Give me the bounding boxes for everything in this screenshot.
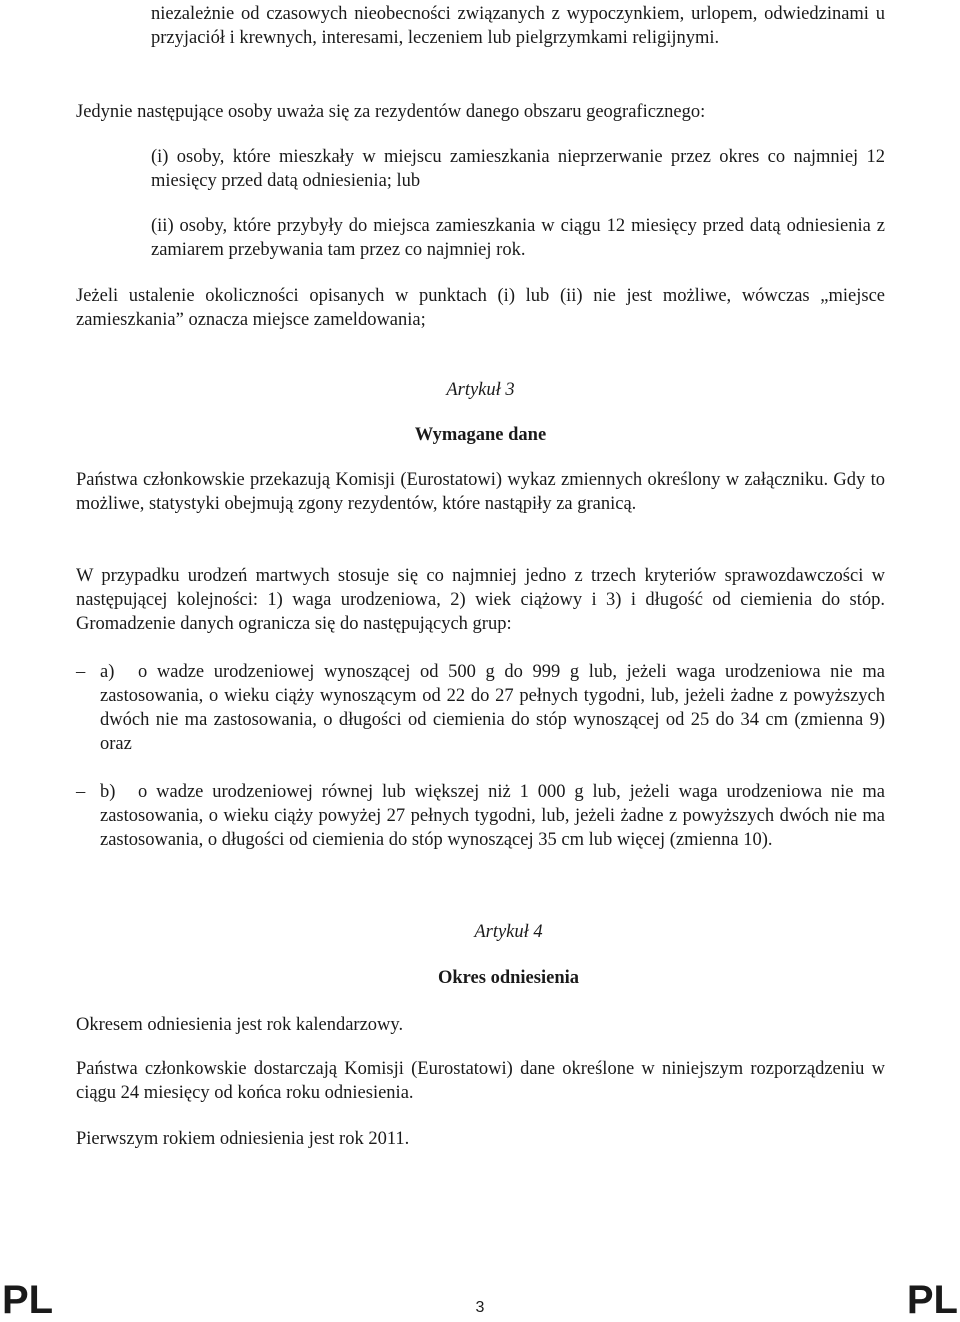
- list-dash: –: [76, 782, 86, 802]
- list-dash: –: [76, 662, 86, 682]
- article-4-paragraph-1: Okresem odniesienia jest rok kalendarzowy.: [76, 1015, 404, 1035]
- article-3-list-item-b: [76, 780, 885, 880]
- footer-page-number: 3: [475, 1299, 485, 1316]
- article-3-number: Artykuł 3: [446, 380, 515, 400]
- article-4-title: Okres odniesienia: [438, 968, 579, 988]
- residents-item-i: (i) osoby, które mieszkały w miejscu zamieszkania nieprzerwanie przez okres co najmniej 12 miesięcy przed datą odniesienia; lub: [151, 147, 885, 191]
- article-3-list-item-a: [76, 660, 885, 760]
- article-3-paragraph-2: W przypadku urodzeń martwych stosuje się co najmniej jedno z trzech kryteriów sprawozdawczości w następującej kolejności: 1) waga urodzeniowa, 2) wiek ciążowy i 3) i długość od ciemienia do stóp. Gromadzenie danych ogranicza się do następujących grup:: [76, 566, 885, 634]
- footer-language-left: PL: [2, 1278, 54, 1322]
- footer-language-right: PL: [906, 1278, 958, 1322]
- intro-continuation-paragraph: niezależnie od czasowych nieobecności związanych z wypoczynkiem, urlopem, odwiedzinami u przyjaciół i krewnych, interesami, leczeniem lub pielgrzymkami religijnymi.: [151, 4, 885, 48]
- article-4-paragraph-2: Państwa członkowskie dostarczają Komisji (Eurostatowi) dane określone w niniejszym rozporządzeniu w ciągu 24 miesięcy od końca roku odniesienia.: [76, 1059, 885, 1103]
- article-3-title: Wymagane dane: [414, 425, 547, 445]
- residents-intro-paragraph: Jedynie następujące osoby uważa się za rezydentów danego obszaru geograficznego:: [76, 102, 706, 122]
- residents-item-ii: (ii) osoby, które przybyły do miejsca zamieszkania w ciągu 12 miesięcy przed datą odniesienia z zamiarem przebywania tam przez co najmniej rok.: [151, 216, 885, 260]
- article-4-number: Artykuł 4: [474, 922, 543, 942]
- list-item-text: o wadze urodzeniowej wynoszącej od 500 g do 999 g lub, jeżeli waga urodzeniowa nie ma zastosowania, o wieku ciąży wynoszącym od 22 do 27 pełnych tygodni, lub, jeżeli żadne z powyższych dwóch nie ma zastosowania, o długości od ciemienia do stóp wynoszącej od 25 do 34 cm (zmienna 9) oraz: [100, 662, 885, 754]
- residence-fallback-paragraph: Jeżeli ustalenie okoliczności opisanych w punktach (i) lub (ii) nie jest możliwe, wówczas „miejsce zamieszkania” oznacza miejsce zameldowania;: [76, 286, 885, 330]
- list-item-letter: b): [100, 782, 116, 802]
- article-4-paragraph-3: Pierwszym rokiem odniesienia jest rok 2011.: [76, 1129, 410, 1149]
- list-item-letter: a): [100, 662, 115, 682]
- list-item-text: o wadze urodzeniowej równej lub większej niż 1 000 g lub, jeżeli waga urodzeniowa nie ma zastosowania, o wieku ciąży powyżej 27 pełnych tygodni, lub, jeżeli żadne z powyższych dwóch nie ma zastosowania, o długości od ciemienia do stóp wynoszącej 35 cm lub więcej (zmienna 10).: [100, 782, 885, 850]
- article-3-paragraph-1: Państwa członkowskie przekazują Komisji (Eurostatowi) wykaz zmiennych określony w załączniku. Gdy to możliwe, statystyki obejmują zgony rezydentów, które nastąpiły za granicą.: [76, 470, 885, 514]
